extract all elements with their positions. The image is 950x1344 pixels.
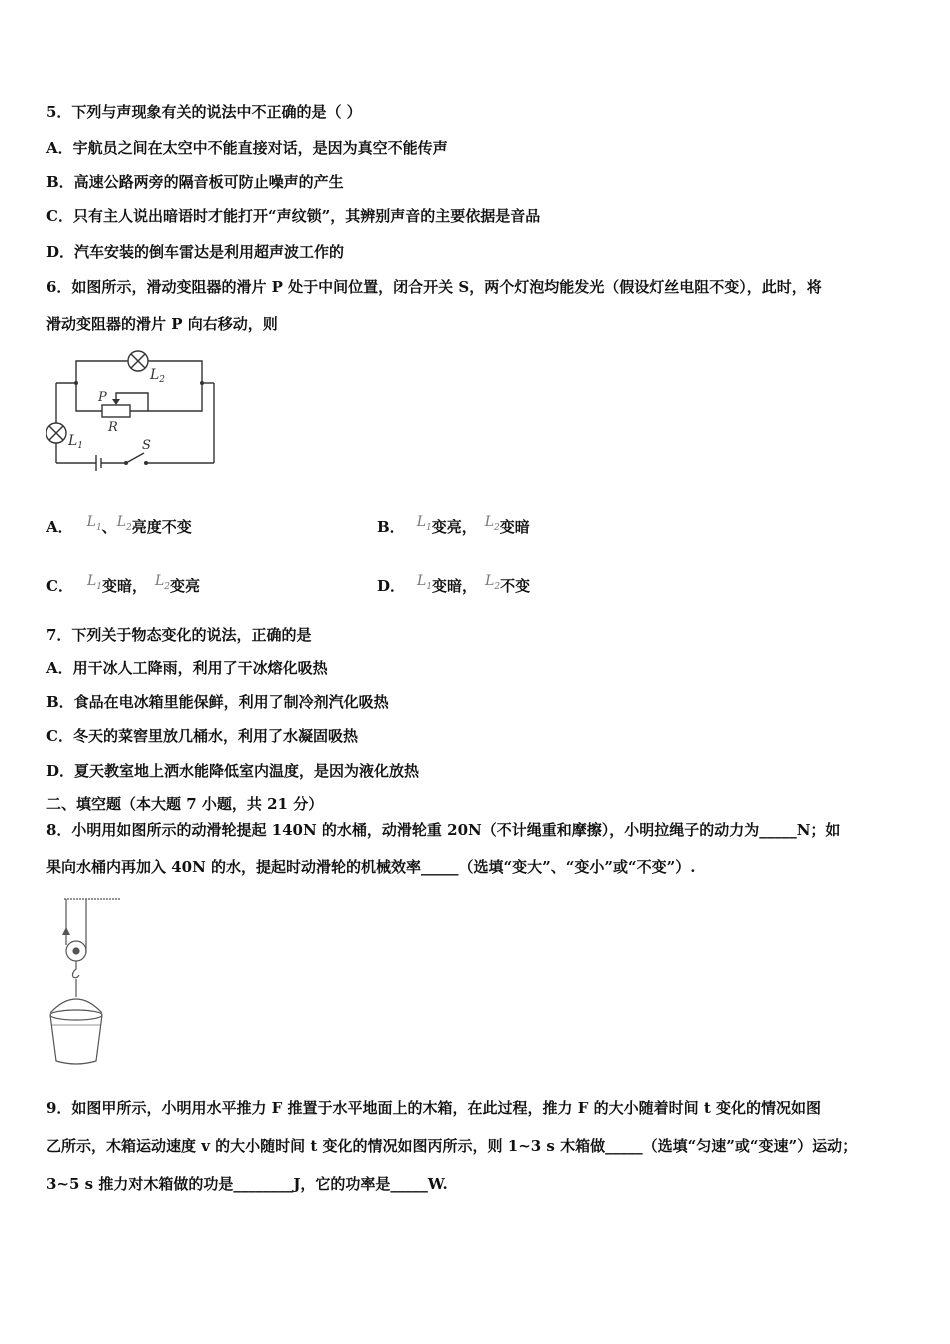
lamp-symbol: L <box>86 514 96 530</box>
option-text: 变亮 <box>170 577 201 595</box>
lamp-subscript: 2 <box>494 581 501 592</box>
rheostat-r-label: R <box>108 420 118 435</box>
option-middle-text: 变暗， <box>432 577 478 595</box>
option-label: B． <box>377 518 405 536</box>
q6-option-a <box>46 514 192 544</box>
l2-label: L <box>150 367 160 383</box>
option-label: D． <box>377 577 406 595</box>
q7-option-b: B．食品在电冰箱里能保鲜，利用了制冷剂汽化吸热 <box>46 693 389 711</box>
option-middle-text: 变暗， <box>101 577 147 595</box>
option-label: A． <box>46 518 73 536</box>
q5-stem: 5．下列与声现象有关的说法中不正确的是（ ） <box>46 103 362 121</box>
q6-option-b <box>377 514 530 544</box>
lamp-subscript: 1 <box>96 581 102 592</box>
q8-line1: 8．小明用如图所示的动滑轮提起 140N 的水桶，动滑轮重 20N（不计绳重和摩擦），小明拉绳子的动力为_____N；如 <box>46 821 841 839</box>
q6-option-c <box>46 573 201 603</box>
q8-line2: 果向水桶内再加入 40N 的水，提起时动滑轮的机械效率_____（选填“变大”、“变小”或“不变”）. <box>46 858 696 876</box>
q7-option-d: D．夏天教室地上洒水能降低室内温度，是因为液化放热 <box>46 762 420 780</box>
lamp-subscript: 2 <box>125 522 132 533</box>
option-text: 变暗 <box>499 518 530 536</box>
pulley-bucket-figure <box>44 893 128 1073</box>
slider-p-label: P <box>98 390 107 405</box>
lamp-subscript: 1 <box>426 581 433 592</box>
q5-option-b: B．高速公路两旁的隔音板可防止噪声的产生 <box>46 173 344 191</box>
option-middle-text: 、 <box>101 518 117 536</box>
switch-s-label: S <box>142 438 151 453</box>
q9-line1: 9．如图甲所示，小明用水平推力 F 推置于水平地面上的木箱，在此过程，推力 F 的大小随着时间 t 变化的情况如图 <box>46 1099 822 1117</box>
lamp-symbol: L <box>417 573 427 589</box>
q6-stem-line2: 滑动变阻器的滑片 P 向右移动，则 <box>46 315 278 333</box>
l1-subscript: 1 <box>77 441 84 451</box>
lamp-subscript: 1 <box>95 522 102 533</box>
q7-option-c: C．冬天的菜窖里放几桶水，利用了水凝固吸热 <box>46 727 358 745</box>
lamp-subscript: 2 <box>164 581 171 592</box>
circuit-diagram <box>46 345 226 473</box>
option-label: C． <box>46 577 73 595</box>
q9-line2: 乙所示，木箱运动速度 v 的大小随时间 t 变化的情况如图丙所示，则 1~3 s 木箱做_____（选填“匀速”或“变速”）运动； <box>46 1137 858 1155</box>
q9-line3: 3~5 s 推力对木箱做的功是________J，它的功率是_____W. <box>46 1175 448 1193</box>
q5-option-c: C．只有主人说出暗语时才能打开“声纹锁”，其辨别声音的主要依据是音品 <box>46 207 541 225</box>
option-text: 亮度不变 <box>131 518 192 536</box>
q6-stem-line1: 6．如图所示，滑动变阻器的滑片 P 处于中间位置，闭合开关 S，两个灯泡均能发光（假设灯丝电阻不变），此时，将 <box>46 278 822 296</box>
lamp-symbol: L <box>155 573 165 589</box>
option-text: 不变 <box>500 577 531 595</box>
lamp-symbol: L <box>86 573 97 589</box>
lamp-subscript: 1 <box>425 522 432 533</box>
q6-option-d <box>377 573 531 603</box>
lamp-symbol: L <box>485 573 495 589</box>
q7-stem: 7．下列关于物态变化的说法，正确的是 <box>46 626 312 644</box>
q7-option-a: A．用干冰人工降雨，利用了干冰熔化吸热 <box>46 659 328 677</box>
l2-subscript: 2 <box>159 375 166 385</box>
lamp-symbol: L <box>116 514 126 530</box>
lamp-subscript: 2 <box>494 522 500 533</box>
svg-text:L2 <box>149 367 165 385</box>
svg-text:L1 <box>67 433 83 451</box>
lamp-symbol: L <box>484 514 495 530</box>
lamp-symbol: L <box>416 514 426 530</box>
section-heading: 二、填空题（本大题 7 小题，共 21 分） <box>46 795 324 813</box>
l1-label: L <box>68 433 78 449</box>
q5-option-a: A．宇航员之间在太空中不能直接对话，是因为真空不能传声 <box>46 139 448 157</box>
q5-option-d: D．汽车安装的倒车雷达是利用超声波工作的 <box>46 243 345 261</box>
option-middle-text: 变亮， <box>431 518 477 536</box>
